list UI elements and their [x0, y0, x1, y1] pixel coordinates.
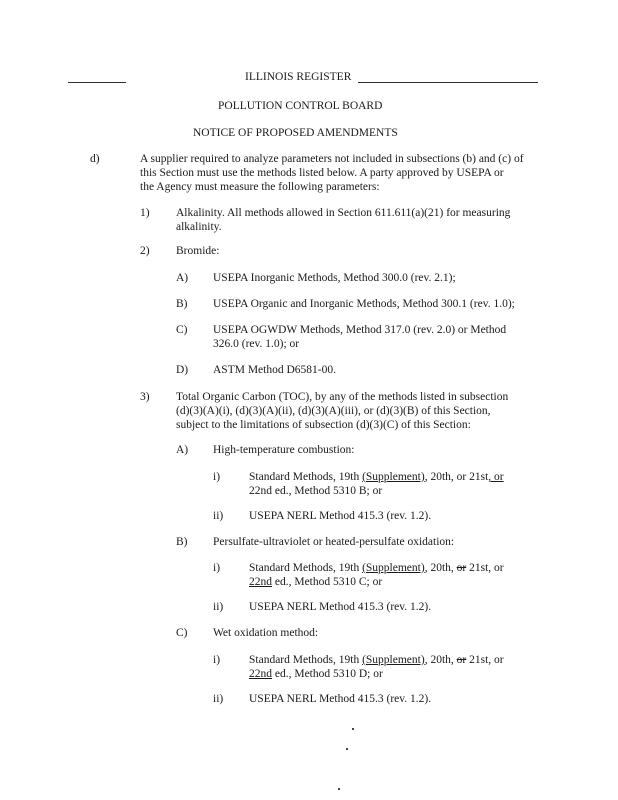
text-run: ed., Method 5310 D; or: [272, 668, 383, 680]
scan-speck: [346, 748, 348, 750]
item-2D-label: D): [176, 364, 189, 376]
inserted-text: (Supplement): [362, 562, 425, 574]
inserted-text: (Supplement): [362, 654, 425, 666]
item-3B-label: B): [176, 536, 188, 548]
item-3-line: (d)(3)(A)(i), (d)(3)(A)(ii), (d)(3)(A)(iii), or (d)(3)(B) of this Section,: [176, 405, 491, 417]
item-1-label: 1): [140, 207, 150, 219]
item-3A-label: A): [176, 444, 189, 456]
board-title: POLLUTION CONTROL BOARD: [218, 100, 383, 112]
item-3Ai-line-1: [249, 471, 504, 484]
notice-title: NOTICE OF PROPOSED AMENDMENTS: [193, 127, 398, 139]
subsection-d-line: this Section must use the methods listed below. A party approved by USEPA or: [140, 167, 504, 179]
item-3C-title: Wet oxidation method:: [213, 627, 319, 639]
item-2C-line: 326.0 (rev. 1.0); or: [213, 338, 300, 350]
item-3Bii-text: USEPA NERL Method 415.3 (rev. 1.2).: [249, 601, 432, 613]
item-3Bi-label: i): [213, 562, 221, 574]
text-run: Standard Methods, 19th: [249, 471, 363, 483]
item-3-label: 3): [140, 391, 150, 403]
item-2-title: Bromide:: [176, 245, 220, 257]
item-2-label: 2): [140, 245, 150, 257]
header-rule-left: [68, 82, 126, 83]
item-3Aii-text: USEPA NERL Method 415.3 (rev. 1.2).: [249, 510, 432, 522]
register-title: ILLINOIS REGISTER: [245, 71, 352, 83]
item-3Cii-label: ii): [213, 693, 224, 705]
item-3-line: subject to the limitations of subsection (d)(3)(C) of this Section:: [176, 419, 471, 431]
item-3C-label: C): [176, 627, 188, 639]
inserted-text: , or: [488, 471, 504, 483]
text-run: ed., Method 5310 C; or: [272, 576, 383, 588]
item-1-line: Alkalinity. All methods allowed in Section 611.611(a)(21) for measuring: [176, 207, 511, 219]
item-2D-text: ASTM Method D6581-00.: [213, 364, 336, 376]
struck-text: or: [456, 562, 467, 574]
item-3Ci-line-2: [249, 668, 383, 681]
subsection-d-line: A supplier required to analyze parameters not included in subsections (b) and (c) of: [140, 153, 524, 165]
inserted-text: 22nd: [249, 576, 272, 588]
item-2A-text: USEPA Inorganic Methods, Method 300.0 (rev. 2.1);: [213, 272, 456, 284]
text-run: , 20th,: [424, 654, 457, 666]
item-3Cii-text: USEPA NERL Method 415.3 (rev. 1.2).: [249, 693, 432, 705]
text-run: 21st, or: [466, 562, 504, 574]
item-2C-label: C): [176, 324, 188, 336]
item-3Ci-label: i): [213, 654, 221, 666]
scan-speck: [338, 788, 340, 790]
struck-text: or: [456, 654, 467, 666]
header-rule-right: [358, 82, 538, 83]
text-run: Standard Methods, 19th: [249, 562, 363, 574]
item-2B-text: USEPA Organic and Inorganic Methods, Method 300.1 (rev. 1.0);: [213, 298, 515, 310]
item-3-line: Total Organic Carbon (TOC), by any of the methods listed in subsection: [176, 391, 509, 403]
inserted-text: (Supplement): [362, 471, 425, 483]
item-3Ai-line-2: 22nd ed., Method 5310 B; or: [249, 485, 383, 497]
subsection-d-line: the Agency must measure the following parameters:: [140, 181, 380, 193]
item-2C-line: USEPA OGWDW Methods, Method 317.0 (rev. 2.0) or Method: [213, 324, 507, 336]
item-3A-title: High-temperature combustion:: [213, 444, 355, 456]
scan-speck: [352, 728, 354, 730]
text-run: , 20th,: [424, 562, 457, 574]
item-3Ai-label: i): [213, 471, 221, 483]
item-3Bii-label: ii): [213, 601, 224, 613]
item-3Bi-line-2: [249, 576, 382, 589]
item-3Aii-label: ii): [213, 510, 224, 522]
text-run: 21st, or: [466, 654, 504, 666]
item-1-line: alkalinity.: [176, 221, 222, 233]
subsection-d-label: d): [90, 153, 100, 165]
text-run: , 20th, or 21st: [424, 471, 489, 483]
text-run: Standard Methods, 19th: [249, 654, 363, 666]
item-3Ci-line-1: [249, 654, 504, 667]
item-3B-title: Persulfate-ultraviolet or heated-persulfate oxidation:: [213, 536, 455, 548]
item-3Bi-line-1: [249, 562, 504, 575]
item-2A-label: A): [176, 272, 189, 284]
item-2B-label: B): [176, 298, 188, 310]
inserted-text: 22nd: [249, 668, 272, 680]
